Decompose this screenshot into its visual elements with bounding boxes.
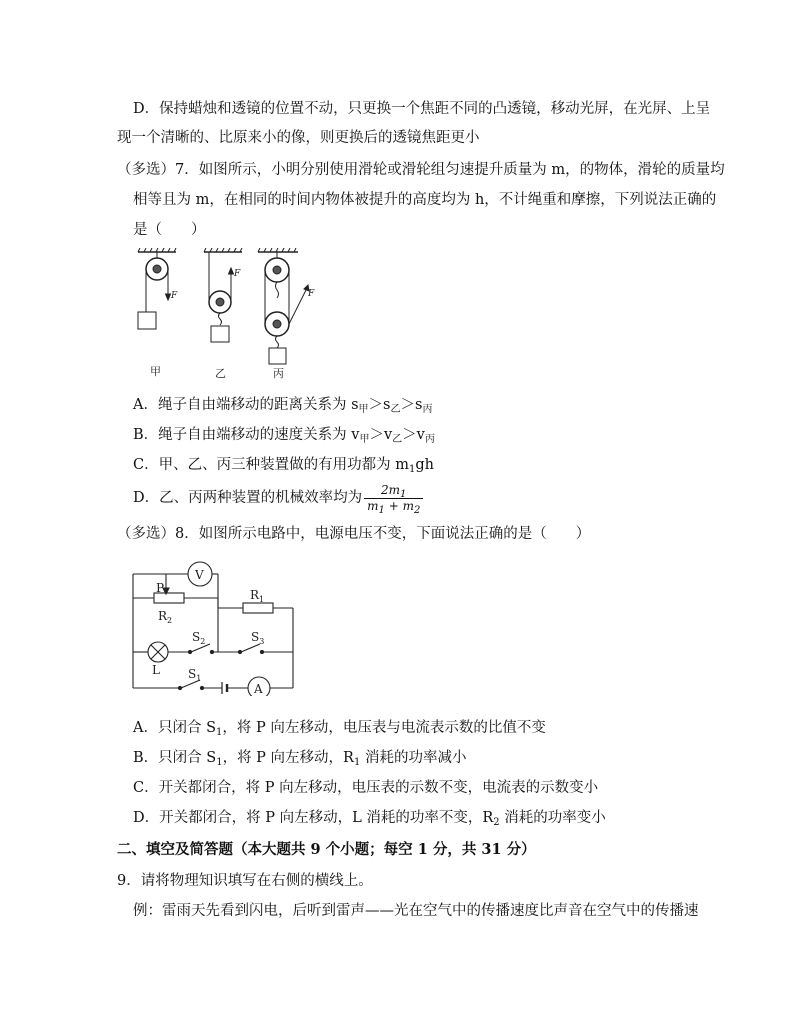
pulley-figure (130, 248, 330, 387)
q9-stem: 9．请将物理知识填写在右侧的横线上。 (117, 873, 373, 889)
force-label-bing: F (308, 289, 315, 299)
q6-option-d-line1: D．保持蜡烛和透镜的位置不动，只更换一个焦距不同的凸透镜，移动光屏，在光屏、上呈 (133, 101, 711, 117)
q7-stem-line2: 相等且为 m，在相同的时间内物体被提升的高度均为 h，不计绳重和摩擦，下列说法正确的 (133, 192, 717, 208)
efficiency-fraction: $\frac{2m_1}{m_1 + m_2}$ (364, 483, 423, 514)
q7-option-b: B．绳子自由端移动的速度关系为 $v_甲>v_乙>v_丙$ (133, 427, 435, 445)
figure-label-bing: 丙 (273, 367, 284, 380)
q8-option-d: D．开关都闭合，将 P 向左移动，L 消耗的功率不变，$R_2$ 消耗的功率变小 (133, 810, 606, 828)
ammeter-label: A (254, 682, 263, 696)
voltmeter-label: V (195, 568, 204, 582)
q8-option-a: A．只闭合 $S_1$，将 P 向左移动，电压表与电流表示数的比值不变 (133, 720, 546, 738)
pulley-yi (204, 248, 242, 342)
q6-option-d-line2: 现一个清晰的、比原来小的像，则更换后的透镜焦距更小 (117, 130, 480, 146)
s1-label: $S_1$ (188, 667, 202, 683)
s3-label: $S_3$ (251, 630, 265, 646)
r1-label: $R_1$ (250, 588, 265, 604)
q7-option-a: A．绳子自由端移动的距离关系为 $s_甲>s_乙>s_丙$ (133, 397, 433, 415)
figure-label-jia: 甲 (150, 365, 161, 378)
section2-heading: 二、填空及简答题（本大题共 9 个小题；每空 1 分，共 31 分） (117, 841, 536, 858)
pulley-bing (258, 248, 309, 364)
q8-option-c: C．开关都闭合，将 P 向左移动，电压表的示数不变，电流表的示数变小 (133, 780, 599, 796)
q7-stem-line1: （多选）7．如图所示，小明分别使用滑轮或滑轮组匀速提升质量为 m，的物体，滑轮的质量均 (117, 162, 725, 178)
lamp-l-label: L (152, 663, 160, 677)
q7-stem-line3: 是（ ） (133, 222, 206, 238)
circuit-figure (128, 556, 303, 700)
q8-option-b: B．只闭合 $S_1$，将 P 向左移动，$R_1$ 消耗的功率减小 (133, 750, 467, 768)
slider-p-label: P (156, 581, 165, 595)
q8-stem: （多选）8．如图所示电路中，电源电压不变，下面说法正确的是（ ） (117, 526, 591, 542)
figure-label-yi: 乙 (215, 367, 226, 380)
force-label-yi: F (234, 269, 241, 279)
q9-example: 例：雷雨天先看到闪电，后听到雷声——光在空气中的传播速度比声音在空气中的传播速 (133, 903, 699, 919)
r2-label: $R_2$ (158, 609, 173, 625)
q7-option-d: D．乙、丙两种装置的机械效率均为 $\frac{2m_1}{m_1 + m_2}$ (133, 481, 423, 515)
s2-label: $S_2$ (192, 630, 206, 646)
q7-option-c: C．甲、乙、丙三种装置做的有用功都为 $m_1gh$ (133, 457, 434, 475)
pulley-jia (138, 248, 176, 329)
force-label-jia: F (171, 291, 178, 301)
